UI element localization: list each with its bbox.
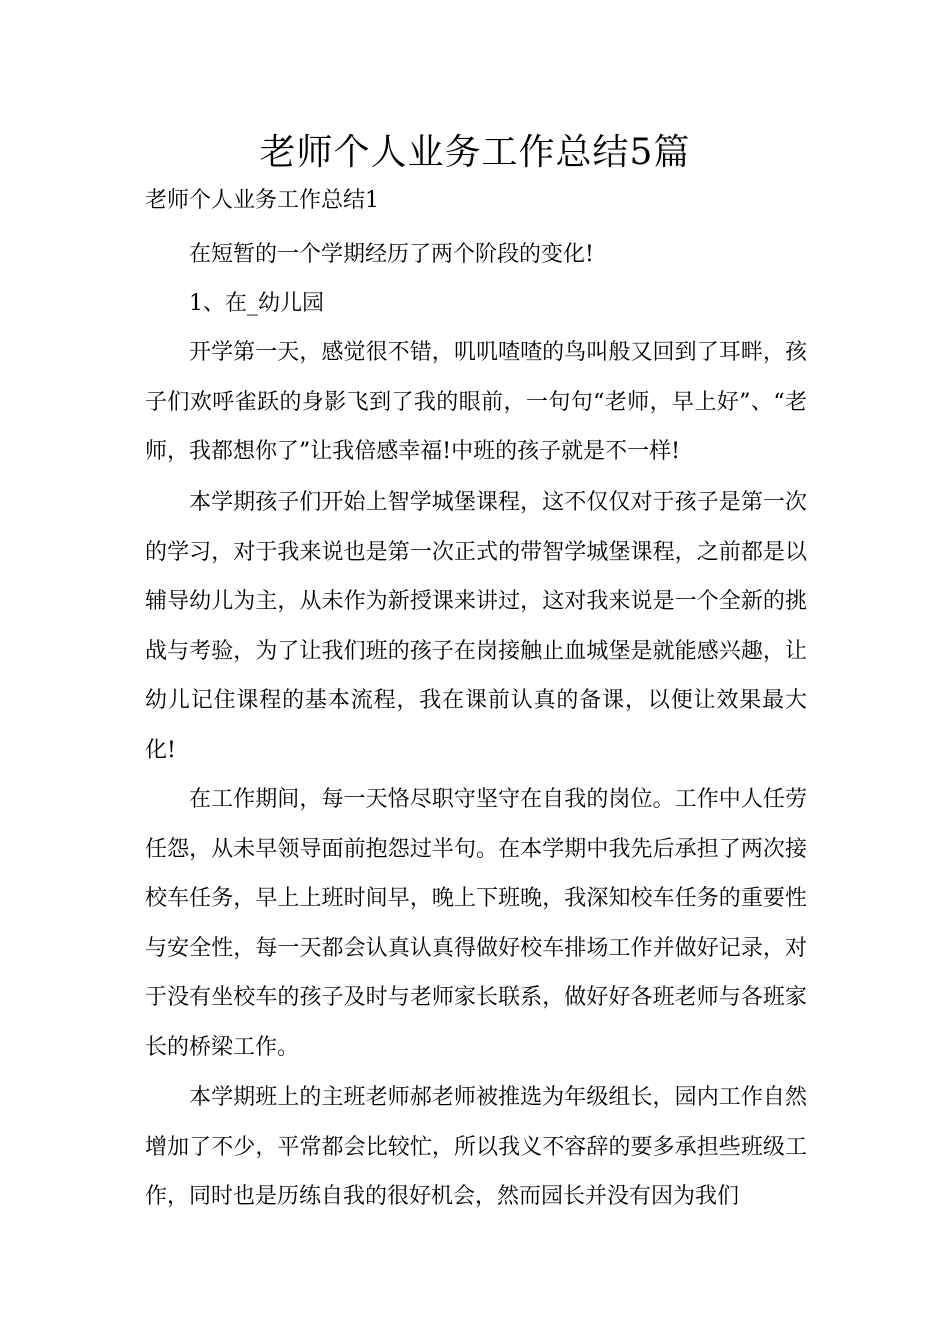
paragraph-6: 本学期班上的主班老师郝老师被推选为年级组长，园内工作自然增加了不少，平常都会比较忙，所以我义不容辞的要多承担些班级工作，同时也是历练自我的很好机会，然而园长并没有因为我们	[145, 1085, 807, 1210]
paragraph-5: 在工作期间，每一天恪尽职守坚守在自我的岗位。工作中人任劳任怨，从未早领导面前抱怨过半句。在本学期中我先后承担了两次接校车任务，早上上班时间早，晚上下班晚，我深知校车任务的重要性与安全性，每一天都会认真认真得做好校车排场工作并做好记录，对于没有坐校车的孩子及时与老师家长联系，做好好各班老师与各班家长的桥梁工作。	[145, 787, 807, 1060]
paragraph-4: 本学期孩子们开始上智学城堡课程，这不仅仅对于孩子是第一次的学习，对于我来说也是第一次正式的带智学城堡课程，之前都是以辅导幼儿为主，从未作为新授课来讲过，这对我来说是一个全新的挑战与考验，为了让我们班的孩子在岗接触止血城堡是就能感兴趣，让幼儿记住课程的基本流程，我在课前认真的备课，以便让效果最大化!	[145, 490, 807, 763]
paragraph-2: 1、在_幼儿园	[189, 291, 324, 316]
document-title: 老师个人业务工作总结5篇	[259, 132, 691, 173]
paragraph-1: 在短暂的一个学期经历了两个阶段的变化!	[189, 242, 594, 267]
paragraph-3: 开学第一天，感觉很不错，叽叽喳喳的鸟叫般又回到了耳畔，孩子们欢呼雀跃的身影飞到了我的眼前，一句句“老师，早上好”、“老师，我都想你了”让我倍感幸福!中班的孩子就是不一样!	[145, 340, 807, 465]
section-heading: 老师个人业务工作总结1	[145, 188, 379, 213]
